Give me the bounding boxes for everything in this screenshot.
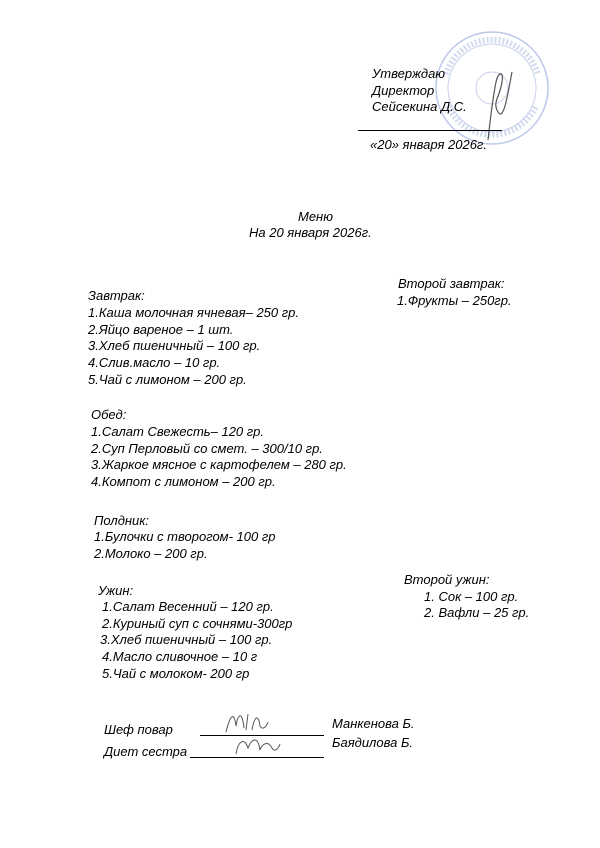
second-breakfast-item: 1.Фрукты – 250гр. [397, 293, 512, 308]
lunch-item: 4.Компот с лимоном – 200 гр. [91, 474, 276, 489]
nurse-signature [232, 730, 282, 758]
lunch-heading: Обед: [91, 407, 127, 422]
second-dinner-item: 1. Сок – 100 гр. [424, 589, 519, 604]
breakfast-item: 3.Хлеб пшеничный – 100 гр. [88, 338, 261, 353]
dinner-item: 3.Хлеб пшеничный – 100 гр. [100, 632, 273, 647]
chef-name: Манкенова Б. [332, 716, 415, 731]
dinner-item: 5.Чай с молоком- 200 гр [102, 666, 250, 681]
snack-item: 1.Булочки с творогом- 100 гр [94, 529, 276, 544]
lunch-item: 1.Салат Свежесть– 120 гр. [91, 424, 265, 439]
lunch-item: 2.Суп Перловый со смет. – 300/10 гр. [91, 441, 323, 456]
breakfast-item: 1.Каша молочная ячневая– 250 гр. [88, 305, 299, 320]
approval-signature-line [358, 130, 502, 131]
breakfast-heading: Завтрак: [88, 288, 145, 303]
breakfast-item: 4.Слив.масло – 10 гр. [88, 355, 221, 370]
dinner-heading: Ужин: [98, 583, 134, 598]
lunch-item: 3.Жаркое мясное с картофелем – 280 гр. [91, 457, 347, 472]
nurse-name: Баядилова Б. [332, 735, 414, 750]
breakfast-item: 5.Чай с лимоном – 200 гр. [88, 372, 247, 387]
approval-position: Директор [372, 83, 435, 98]
approval-date: «20» января 2026г. [370, 137, 487, 152]
breakfast-item: 2.Яйцо вареное – 1 шт. [88, 322, 234, 337]
approval-approve: Утверждаю [372, 66, 446, 81]
approval-name: Сейсекина Д.С. [372, 99, 467, 114]
dinner-item: 4.Масло сливочное – 10 г [102, 649, 258, 664]
snack-item: 2.Молоко – 200 гр. [94, 546, 208, 561]
nurse-label: Диет сестра [104, 744, 188, 759]
second-dinner-item: 2. Вафли – 25 гр. [424, 605, 530, 620]
second-breakfast-heading: Второй завтрак: [398, 276, 505, 291]
second-dinner-heading: Второй ужин: [404, 572, 490, 587]
menu-title: Меню [298, 209, 333, 224]
dinner-item: 1.Салат Весенний – 120 гр. [102, 599, 274, 614]
snack-heading: Полдник: [94, 513, 150, 528]
dinner-item: 2.Куриный суп с сочнями-300гр [102, 616, 293, 631]
chef-label: Шеф повар [104, 722, 173, 737]
menu-date: На 20 января 2026г. [249, 225, 372, 240]
